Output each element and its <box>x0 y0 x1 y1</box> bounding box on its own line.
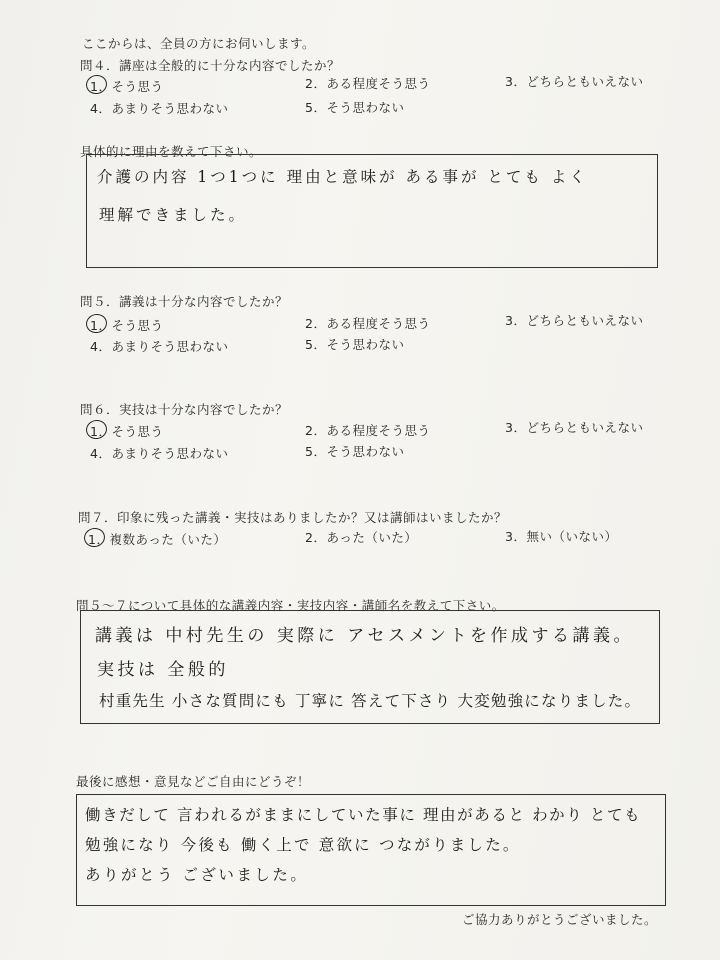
q4-option-3[interactable]: 3．どちらともいえない <box>505 74 644 89</box>
q4-option-5[interactable]: 5．そう思わない <box>305 100 405 115</box>
q7-question: 問７．印象に残った講義・実技はありましたか？又は講師はいましたか？ <box>78 510 508 525</box>
thanks-text: ご協力ありがとうございました。 <box>462 912 658 927</box>
q4-option-2[interactable]: 2．ある程度そう思う <box>305 76 431 91</box>
q4-answer-box[interactable] <box>86 154 658 268</box>
q5to7-answer-line-2: 実技は 全般的 <box>97 660 229 680</box>
q5-question: 問５．講義は十分な内容でしたか？ <box>80 294 289 309</box>
final-answer-box[interactable] <box>76 794 666 906</box>
q7-option-2[interactable]: 2．あった（いた） <box>305 530 418 545</box>
q6-option-2[interactable]: 2．ある程度そう思う <box>305 423 431 438</box>
q5to7-answer-box[interactable] <box>80 610 660 724</box>
final-answer-line-3: ありがとう ございました。 <box>85 866 309 884</box>
q6-question: 問６．実技は十分な内容でしたか？ <box>80 402 289 417</box>
q4-answer-line-1: 介護の内容 1つ1つに 理由と意味が ある事が とても よく <box>97 168 588 186</box>
q4-option-4[interactable]: 4．あまりそう思わない <box>90 101 229 116</box>
q6-option-3[interactable]: 3．どちらともいえない <box>505 420 644 435</box>
q4-option-1[interactable]: 1．そう思う <box>90 79 164 94</box>
q5-option-2[interactable]: 2．ある程度そう思う <box>305 316 431 331</box>
q6-option-5[interactable]: 5．そう思わない <box>305 444 405 459</box>
q7-option-1[interactable]: 1．複数あった（いた） <box>88 532 227 547</box>
q6-option-4[interactable]: 4．あまりそう思わない <box>90 446 229 461</box>
final-label: 最後に感想・意見などご自由にどうぞ！ <box>76 774 311 789</box>
q5to7-answer-line-1: 講義は 中村先生の 実際に アセスメントを作成する講義。 <box>95 626 635 646</box>
q4-answer-line-2: 理解できました。 <box>99 206 248 224</box>
q5to7-label: 問５～７について具体的な講義内容・実技内容・講師名を教えて下さい。 <box>76 598 505 613</box>
q5to7-answer-line-3: 村重先生 小さな質問にも 丁寧に 答えて下さり 大変勉強になりました。 <box>99 692 642 710</box>
q7-option-3[interactable]: 3．無い（いない） <box>505 529 618 544</box>
intro-text: ここからは、全員の方にお伺いします。 <box>82 36 316 51</box>
final-answer-line-2: 勉強になり 今後も 働く上で 意欲に つながりました。 <box>85 836 521 854</box>
q6-option-1[interactable]: 1．そう思う <box>90 424 164 439</box>
q4-reason-label: 具体的に理由を教えて下さい。 <box>80 144 263 159</box>
q5-option-5[interactable]: 5．そう思わない <box>305 337 405 352</box>
q5-option-4[interactable]: 4．あまりそう思わない <box>90 339 229 354</box>
q4-question: 問４．講座は全般的に十分な内容でしたか？ <box>80 58 341 73</box>
q5-option-3[interactable]: 3．どちらともいえない <box>505 313 644 328</box>
q5-option-1[interactable]: 1．そう思う <box>90 318 164 333</box>
final-answer-line-1: 働きだして 言われるがままにしていた事に 理由があると わかり とても <box>85 806 642 824</box>
